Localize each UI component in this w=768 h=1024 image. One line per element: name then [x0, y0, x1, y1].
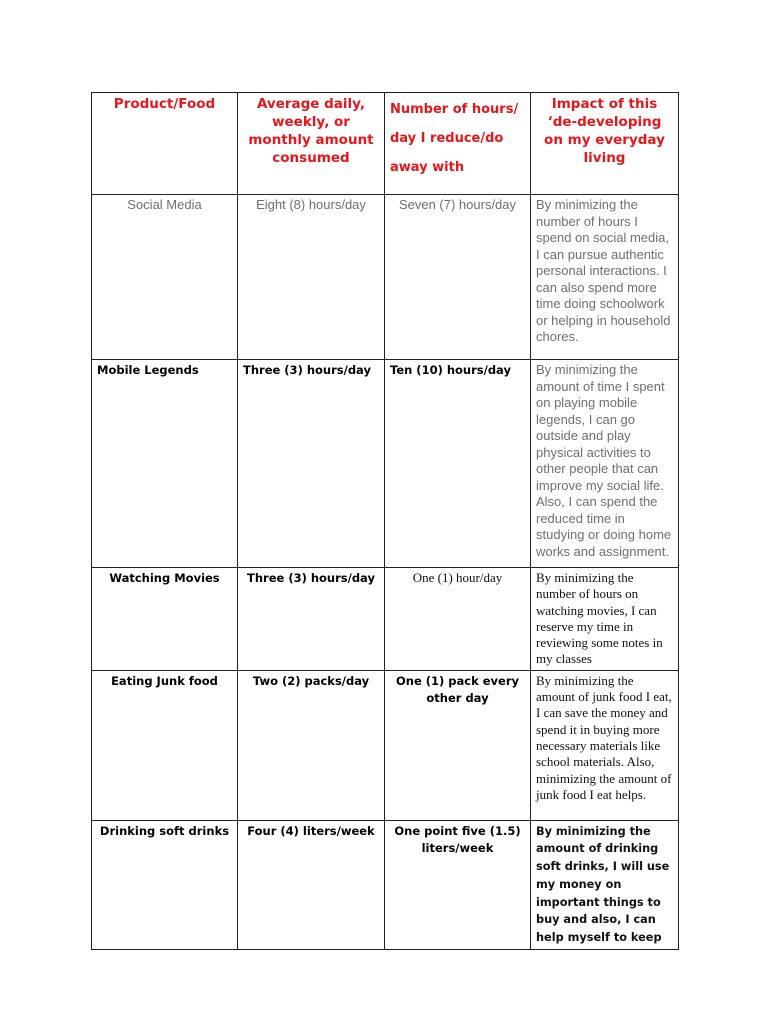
cell-impact: By minimizing the number of hours on watching movies, I can reserve my time in reviewing some notes in my classes	[531, 568, 679, 671]
cell-product: Eating Junk food	[92, 670, 238, 820]
cell-reduce: Ten (10) hours/day	[385, 360, 531, 568]
cell-average: Eight (8) hours/day	[238, 195, 385, 360]
table-row	[92, 820, 679, 949]
header-average-amount: Average daily, weekly, or monthly amount consumed	[238, 93, 385, 195]
cell-average: Three (3) hours/day	[238, 568, 385, 671]
cell-reduce: One point five (1.5) liters/week	[385, 820, 531, 949]
cell-average: Three (3) hours/day	[238, 360, 385, 568]
table-row	[92, 195, 679, 360]
cell-impact: By minimizing the amount of time I spent on playing mobile legends, I can go outside and play physical activities to other people that can improve my social life. Also, I can spend the reduced time in studying or doing home works and assignment.	[531, 360, 679, 568]
cell-reduce: One (1) pack every other day	[385, 670, 531, 820]
document-table	[91, 92, 679, 950]
header-row	[92, 93, 679, 195]
cell-product: Mobile Legends	[92, 360, 238, 568]
table-row	[92, 670, 679, 820]
cell-average: Four (4) liters/week	[238, 820, 385, 949]
cell-impact: By minimizing the amount of drinking soft drinks, I will use my money on important things to buy and also, I can help myself to keep	[531, 820, 679, 949]
cell-impact: By minimizing the amount of junk food I eat, I can save the money and spend it in buying more necessary materials like school materials. Also, minimizing the amount of junk food I eat helps.	[531, 670, 679, 820]
header-product-food: Product/Food	[92, 93, 238, 195]
cell-impact: By minimizing the number of hours I spend on social media, I can pursue authentic personal interactions. I can also spend more time doing schoolwork or helping in household chores.	[531, 195, 679, 360]
cell-reduce: Seven (7) hours/day	[385, 195, 531, 360]
table-row	[92, 568, 679, 671]
cell-product: Drinking soft drinks	[92, 820, 238, 949]
cell-product: Watching Movies	[92, 568, 238, 671]
cell-product: Social Media	[92, 195, 238, 360]
table-row	[92, 360, 679, 568]
cell-reduce: One (1) hour/day	[385, 568, 531, 671]
header-impact: Impact of this ‘de-developing on my everyday living	[531, 93, 679, 195]
cell-average: Two (2) packs/day	[238, 670, 385, 820]
header-hours-reduced: Number of hours/ day I reduce/do away with	[385, 93, 531, 195]
